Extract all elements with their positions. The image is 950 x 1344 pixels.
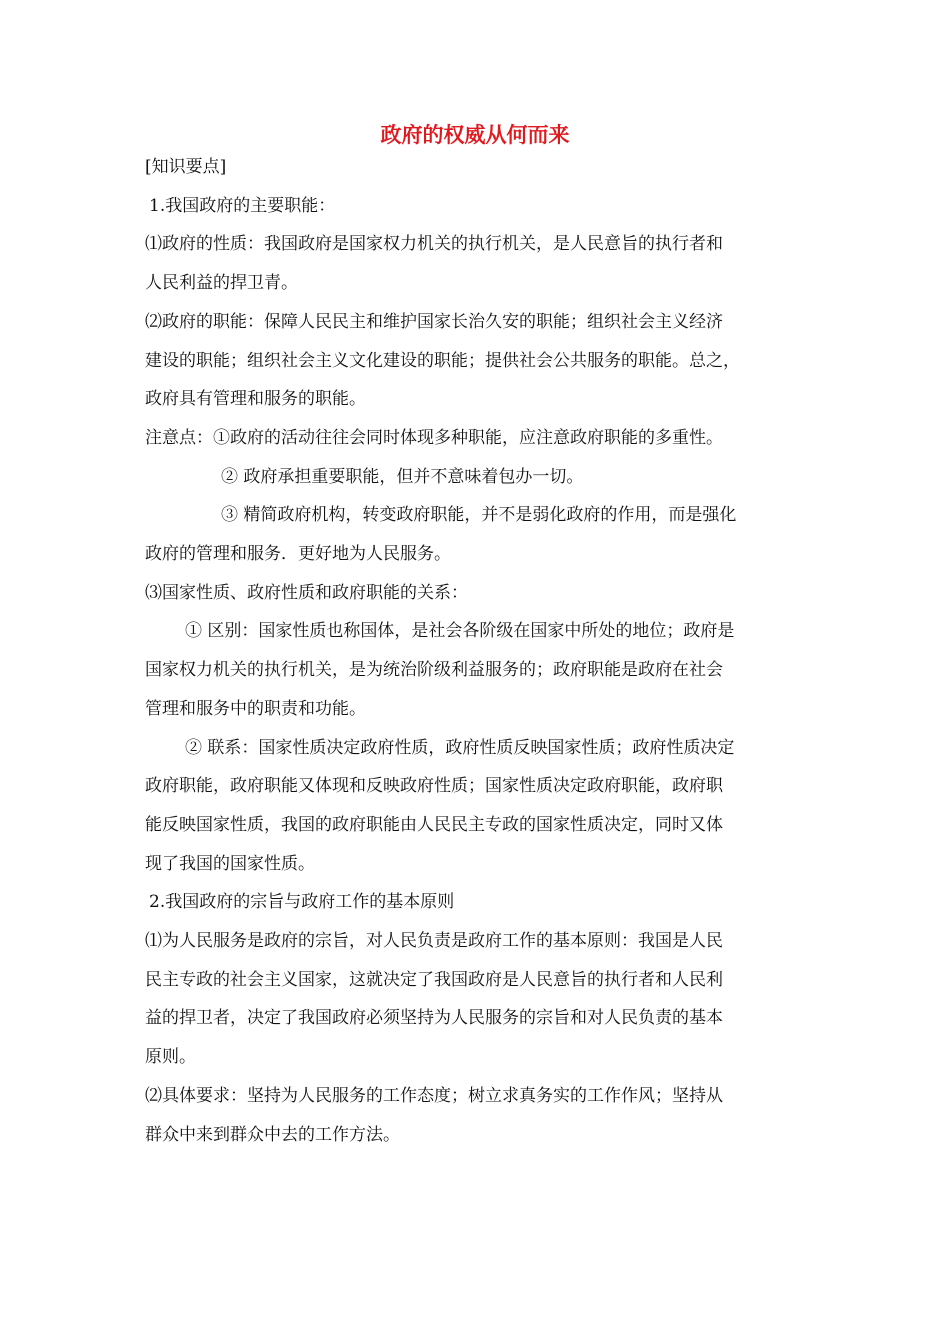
sub-point-line: ① 区别：国家性质也称国体，是社会各阶级在国家中所处的地位；政府是 (185, 621, 735, 642)
paragraph-line: ⑴为人民服务是政府的宗旨，对人民负责是政府工作的基本原则：我国是人民 (145, 931, 723, 952)
paragraph-line: 现了我国的国家性质。 (145, 853, 315, 874)
paragraph-line: ⑴政府的性质：我国政府是国家权力机关的执行机关，是人民意旨的执行者和 (145, 234, 723, 255)
note-line: ② 政府承担重要职能，但并不意味着包办一切。 (221, 466, 584, 487)
paragraph-line: 群众中来到群众中去的工作方法。 (145, 1124, 400, 1145)
section-tag: [知识要点] (145, 157, 227, 177)
paragraph-line: 管理和服务中的职责和功能。 (145, 698, 366, 719)
section-heading-1: 1.我国政府的主要职能： (149, 195, 336, 216)
paragraph-line: 益的捍卫者，决定了我国政府必须坚持为人民服务的宗旨和对人民负责的基本 (145, 1008, 723, 1029)
paragraph-line: ⑵具体要求：坚持为人民服务的工作态度；树立求真务实的工作作风；坚持从 (145, 1085, 723, 1106)
sub-point-line: ② 联系：国家性质决定政府性质，政府性质反映国家性质；政府性质决定 (185, 737, 735, 758)
paragraph-line: 建设的职能；组织社会主义文化建设的职能；提供社会公共服务的职能。总之， (145, 350, 740, 371)
paragraph-line: 人民利益的捍卫青。 (145, 273, 298, 294)
paragraph-line: 原则。 (145, 1047, 196, 1068)
paragraph-line: 政府具有管理和服务的职能。 (145, 389, 366, 410)
paragraph-line: 国家权力机关的执行机关，是为统治阶级利益服务的；政府职能是政府在社会 (145, 660, 723, 681)
paragraph-line: 民主专政的社会主义国家，这就决定了我国政府是人民意旨的执行者和人民利 (145, 969, 723, 990)
document-page (145, 118, 805, 1154)
paragraph-line: ⑶国家性质、政府性质和政府职能的关系： (145, 582, 468, 603)
document-title: 政府的权威从何而来 (380, 122, 570, 147)
paragraph-line: 能反映国家性质，我国的政府职能由人民民主专政的国家性质决定，同时又体 (145, 814, 723, 835)
note-line: ③ 精简政府机构，转变政府职能，并不是弱化政府的作用，而是强化 (221, 505, 737, 526)
paragraph-line: 政府的管理和服务．更好地为人民服务。 (145, 544, 451, 565)
note-line: 注意点：①政府的活动往往会同时体现多种职能，应注意政府职能的多重性。 (145, 427, 723, 448)
paragraph-line: 政府职能，政府职能又体现和反映政府性质；国家性质决定政府职能，政府职 (145, 776, 723, 797)
section-heading-2: 2.我国政府的宗旨与政府工作的基本原则 (149, 892, 455, 913)
paragraph-line: ⑵政府的职能：保障人民民主和维护国家长治久安的职能；组织社会主义经济 (145, 311, 723, 332)
